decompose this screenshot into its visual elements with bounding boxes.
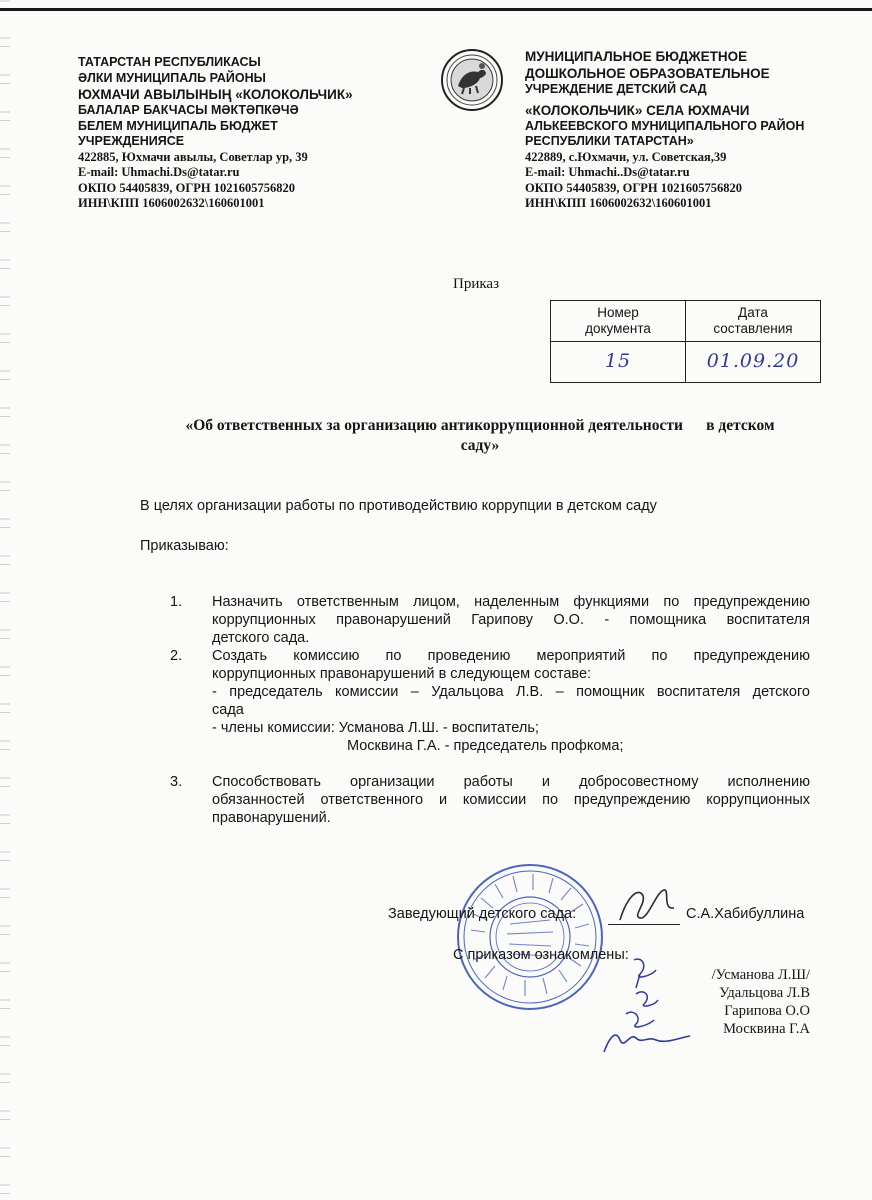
number-header-line: Номер [597,305,639,320]
header-right-address: 422889, с.Юхмачи, ул. Советская,39 [525,149,727,164]
header-right-email: E-mail: Uhmachi..Ds@tatar.ru [525,165,690,179]
document-date-cell [686,342,821,383]
order-items-list [170,593,810,827]
organization-stamp-icon [455,862,605,1012]
header-right-inn: ИНН\КПП 1606002632\160601001 [525,196,712,210]
header-left-inn: ИНН\КПП 1606002632\160601001 [78,196,265,210]
header-right-line: РЕСПУБЛИКИ ТАТАРСТАН» [525,134,694,148]
top-border-line [0,8,872,11]
document-date: 01.09.20 [706,350,800,372]
item-line: - члены комиссии: Усманова Л.Ш. - воспитатель; [212,720,539,736]
number-header-cell [551,301,686,342]
header-right [525,48,865,212]
document-number-cell [551,342,686,383]
header-right-line: «КОЛОКОЛЬЧИК» СЕЛА ЮХМАЧИ [525,102,750,118]
header-left-address: 422885, Юхмачи авылы, Советлар ур, 39 [78,149,308,164]
list-item [170,647,810,755]
item-line: - председатель комиссии – Удальцова Л.В. – помощник воспитателя детского [212,684,810,700]
purpose-text: В целях организации работы по противодействию коррупции в детском саду [140,498,657,514]
ack-name: Удальцова Л.В [719,985,810,1001]
ack-name: Москвина Г.А [723,1021,810,1037]
item-line: детского сада. [212,630,310,646]
acknowledgement-names [690,966,810,1038]
tatarstan-emblem-icon [440,48,504,112]
order-word: Приказываю: [140,538,229,554]
header-left-line: БЕЛЕМ МУНИЦИПАЛЬ БЮДЖЕТ [78,118,278,133]
header-left-okpo: ОКПО 54405839, ОГРН 1021605756820 [78,180,296,195]
item-number: 2. [170,648,183,664]
header-right-okpo: ОКПО 54405839, ОГРН 1021605756820 [525,180,743,195]
ack-name: /Усманова Л.Ш/ [711,967,810,983]
order-subject [150,416,810,456]
acknowledgement-label: С приказом ознакомлены: [453,947,629,963]
head-label: Заведующий детского сада: [388,906,577,922]
order-title: Приказ [453,276,500,292]
item-line: Способствовать организации работы и добросовестному исполнению [212,774,810,790]
list-item [170,773,810,827]
item-line: правонарушений. [212,810,331,826]
item-number: 1. [170,594,183,610]
item-number: 3. [170,774,183,790]
item-line: Назначить ответственным лицом, наделенным функциями по предупреждению [212,594,810,610]
number-header-line: документа [585,321,651,336]
header-left-email: E-mail: Uhmachi.Ds@tatar.ru [78,165,240,179]
date-header-line: Дата [738,305,768,320]
ack-name: Гарипова О.О [724,1003,810,1019]
list-item [170,593,810,647]
item-line: коррупционных правонарушений в следующем составе: [212,666,592,682]
staff-signatures-icon [596,952,696,1062]
header-left-line: ТАТАРСТАН РЕСПУБЛИКАСЫ [78,55,261,69]
header-right-line: МУНИЦИПАЛЬНОЕ БЮДЖЕТНОЕ [525,49,748,64]
head-signature-icon [612,880,682,928]
header-left [78,55,438,212]
header-right-line: АЛЬКЕЕВСКОГО МУНИЦИПАЛЬНОГО РАЙОН [525,118,805,133]
item-line: обязанностей ответственного и комиссии по предупреждению коррупционных [212,792,810,808]
header-right-line: ДОШКОЛЬНОЕ ОБРАЗОВАТЕЛЬНОЕ [525,66,770,81]
header-right-line: УЧРЕЖДЕНИЕ ДЕТСКИЙ САД [525,82,707,96]
item-line: Москвина Г.А. - председатель профкома; [347,738,624,754]
item-line: сада [212,702,244,718]
document-number-table [550,300,821,383]
header-left-line: БАЛАЛАР БАКЧАСЫ МӘКТӘПКӘЧӘ [78,103,299,117]
signature-line [608,924,680,925]
date-header-line: составления [713,321,793,336]
item-line: Создать комиссию по проведению мероприятий по предупреждению [212,648,810,664]
header-left-line: УЧРЕЖДЕНИЯСЕ [78,134,185,148]
subject-line: «Об ответственных за организацию антикоррупционной деятельности в детском [185,417,775,434]
header-left-line: ЮХМАЧИ АВЫЛЫНЫҢ «КОЛОКОЛЬЧИК» [78,87,353,102]
document-number: 15 [604,350,632,372]
scan-edge-noise [0,0,10,1200]
date-header-cell [686,301,821,342]
subject-line: саду» [460,437,500,454]
item-line: коррупционных правонарушений Гарипову О.О. - помощника воспитателя [212,612,810,628]
header-left-line: ӘЛКИ МУНИЦИПАЛЬ РАЙОНЫ [78,70,266,85]
head-name: С.А.Хабибуллина [686,906,805,922]
